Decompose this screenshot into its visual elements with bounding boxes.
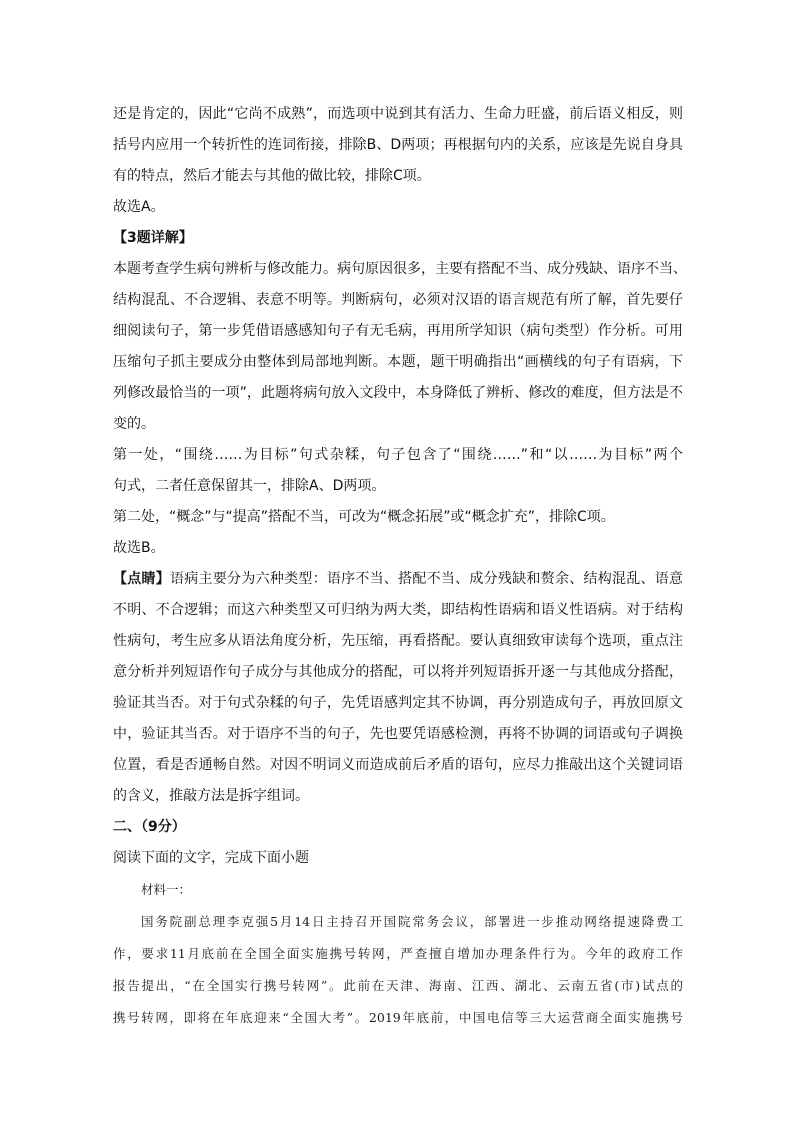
conclusion-b: 故选B。 [113, 540, 165, 556]
text-line: 意分析并列短语作句子成分与其他成分的搭配，可以将并列短语拆开逐一与其他成分搭配， [113, 664, 683, 680]
paragraph-a [113, 99, 683, 192]
first-point [113, 440, 683, 502]
second-point: 第二处，“概念”与“提高”搭配不当，可改为“概念拓展”或“概念扩充”，排除C项。 [113, 509, 615, 525]
text-line: 有的特点，然后才能去与其他的做比较，排除C项。 [113, 168, 431, 184]
text-line: 列修改最恰当的一项”，此题将病句放入文段中，本身降低了辨析、修改的难度，但方法是不 [113, 385, 683, 401]
tip-first-line: 语病主要分为六种类型：语序不当、搭配不当、成分残缺和赘余、结构混乱、语意 [170, 571, 684, 587]
conclusion-a: 故选A。 [113, 199, 165, 215]
text-line: 变的。 [113, 416, 155, 432]
material-paragraph [113, 906, 683, 1034]
section-two-title: 二、（9分） [113, 819, 186, 835]
material-line: 作，要求11月底前在全国全面实施携号转网，严查擅自增加办理条件行为。今年的政府工作 [113, 946, 683, 961]
text-line: 句式，二者任意保留其一，排除A、D两项。 [113, 478, 386, 494]
text-line: 压缩句子抓主要成分由整体到局部地判断。本题，题干明确指出“画横线的句子有语病，下 [113, 354, 683, 370]
reading-instruction: 阅读下面的文字，完成下面小题 [113, 850, 309, 866]
text-line: 第一处，“围绕……为目标”句式杂糅，句子包含了“围绕……”和“以……为目标”两个 [113, 447, 683, 463]
text-line: 性病句，考生应多从语法角度分析，先压缩，再看搭配。要认真细致审读每个选项，重点注 [113, 633, 683, 649]
tip-paragraph [113, 564, 683, 812]
q3-heading: 【3题详解】 [113, 230, 193, 246]
text-line [113, 564, 683, 595]
material-line: 国务院副总理李克强5月14日主持召开国院常务会议，部署进一步推动网络提速降费工 [141, 914, 683, 929]
material-label: 材料一： [141, 882, 192, 897]
material-line: 报告提出，“在全国实行携号转网”。此前在天津、海南、江西、湖北、云南五省(市)试点的 [113, 978, 683, 993]
q3-paragraph [113, 254, 687, 440]
material-line: 携号转网，即将在年底迎来“全国大考”。2019年底前，中国电信等三大运营商全面实施携号 [113, 1010, 683, 1025]
text-line: 细阅读句子，第一步凭借语感感知句子有无毛病，再用所学知识（病句类型）作分析。可用 [113, 323, 683, 339]
text-line: 验证其当否。对于句式杂糅的句子，先凭语感判定其不协调，再分别造成句子，再放回原文 [113, 695, 683, 711]
text-line: 不明、不合逻辑；而这六种类型又可归纳为两大类，即结构性语病和语义性语病。对于结构 [113, 602, 683, 618]
text-line: 还是肯定的，因此“它尚不成熟”，而选项中说到其有活力、生命力旺盛，前后语义相反，则 [113, 106, 683, 122]
text-line: 括号内应用一个转折性的连词衔接，排除B、D两项；再根据句内的关系，应该是先说自身具 [113, 137, 683, 153]
text-line: 结构混乱、不合逻辑、表意不明等。判断病句，必须对汉语的语言规范有所了解，首先要仔 [113, 292, 683, 308]
tip-heading: 【点睛】 [113, 571, 171, 587]
text-line: 本题考查学生病句辨析与修改能力。病句原因很多，主要有搭配不当、成分残缺、语序不当、 [113, 261, 687, 277]
text-line: 位置，看是否通畅自然。对因不明词义而造成前后矛盾的语句，应尽力推敲出这个关键词语 [113, 757, 683, 773]
document-content [113, 99, 687, 1034]
text-line: 的含义，推敲方法是拆字组词。 [113, 788, 309, 804]
text-line: 中，验证其当否。对于语序不当的句子，先也要凭语感检测，再将不协调的词语或句子调换 [113, 726, 683, 742]
